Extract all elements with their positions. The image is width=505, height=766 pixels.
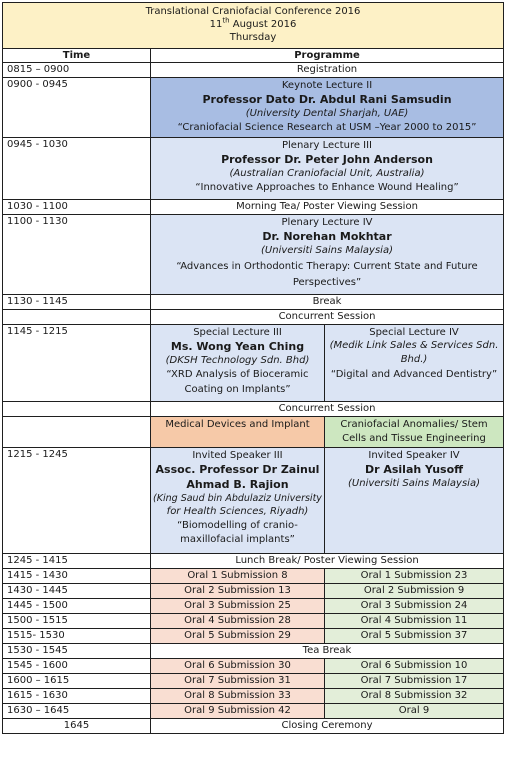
- table-row-tracks: [3, 417, 504, 448]
- table-row-concurrent-session-2: [3, 402, 504, 417]
- speaker-affiliation-line-1: (Medik Link Sales & Services Sdn.: [329, 340, 499, 351]
- time-cell: 1430 - 1445: [3, 584, 151, 599]
- table-row-oral: [3, 614, 504, 629]
- invited-speaker-3-cell: [151, 448, 325, 554]
- table-row-lunch: [3, 554, 504, 569]
- session-label: Special Lecture III: [193, 327, 282, 338]
- time-cell: 0900 - 0945: [3, 78, 151, 138]
- title-row: [3, 3, 504, 49]
- speaker-name: Dr. Norehan Mokhtar: [262, 230, 392, 243]
- time-cell: 1630 – 1645: [3, 704, 151, 719]
- oral-left-cell: Oral 6 Submission 30: [151, 659, 325, 674]
- oral-right-cell: Oral 3 Submission 24: [325, 599, 504, 614]
- speaker-name-line-2: Ahmad B. Rajion: [186, 478, 289, 491]
- speaker-affiliation: (University Dental Sharjah, UAE): [245, 108, 409, 119]
- table-row-oral: [3, 599, 504, 614]
- conference-weekday: Thursday: [229, 32, 277, 43]
- table-row-oral: [3, 674, 504, 689]
- time-cell: 0945 - 1030: [3, 138, 151, 200]
- speaker-name: Ms. Wong Yean Ching: [170, 340, 305, 353]
- column-header-time: Time: [3, 49, 151, 63]
- oral-right-cell: Oral 2 Submission 9: [325, 584, 504, 599]
- tea-break-cell: Tea Break: [151, 644, 504, 659]
- conference-title: Translational Craniofacial Conference 2016: [145, 6, 361, 17]
- header-row: [3, 49, 504, 63]
- time-cell: 1030 - 1100: [3, 200, 151, 215]
- session-label: Keynote Lecture II: [281, 80, 373, 91]
- morning-tea-cell: Morning Tea/ Poster Viewing Session: [151, 200, 504, 215]
- plenary-lecture-4-cell: [151, 215, 504, 295]
- time-cell: 1245 - 1415: [3, 554, 151, 569]
- session-label: Special Lecture IV: [369, 327, 459, 338]
- speaker-affiliation: (DKSH Technology Sdn. Bhd): [165, 355, 310, 366]
- lecture-title-line-2: Perspectives”: [292, 277, 362, 288]
- lecture-title: “Innovative Approaches to Enhance Wound Healing”: [195, 182, 459, 193]
- time-cell: 1500 - 1515: [3, 614, 151, 629]
- table-row-break: [3, 295, 504, 310]
- table-row-oral: [3, 584, 504, 599]
- lecture-title-line-2: Coating on Implants”: [184, 384, 291, 395]
- session-label: Invited Speaker IV: [368, 450, 460, 461]
- table-row-closing: [3, 719, 504, 734]
- time-cell: 1545 - 1600: [3, 659, 151, 674]
- oral-right-cell: Oral 8 Submission 32: [325, 689, 504, 704]
- conference-programme-table: [2, 2, 504, 734]
- table-row-oral: [3, 704, 504, 719]
- lecture-title-line-2: maxillofacial implants”: [180, 534, 295, 545]
- speaker-name: Professor Dato Dr. Abdul Rani Samsudin: [202, 93, 452, 106]
- speaker-affiliation-line-2: for Health Sciences, Riyadh): [166, 506, 309, 517]
- invited-speaker-4-cell: [325, 448, 504, 554]
- oral-left-cell: Oral 9 Submission 42: [151, 704, 325, 719]
- concurrent-session-label: Concurrent Session: [151, 402, 504, 417]
- break-cell: Break: [151, 295, 504, 310]
- table-row-plenary-3: [3, 138, 504, 200]
- table-row-registration: [3, 63, 504, 78]
- track-label: Medical Devices and Implant: [165, 419, 310, 430]
- track-label-line-1: Craniofacial Anomalies/ Stem: [340, 419, 488, 430]
- time-cell: 0815 – 0900: [3, 63, 151, 78]
- lecture-title: “Craniofacial Science Research at USM –Year 2000 to 2015”: [177, 122, 477, 133]
- track-medical-devices: [151, 417, 325, 448]
- oral-left-cell: Oral 3 Submission 25: [151, 599, 325, 614]
- speaker-affiliation-line-1: (King Saud bin Abdulaziz University: [153, 493, 322, 504]
- table-row-oral: [3, 689, 504, 704]
- time-cell: 1100 - 1130: [3, 215, 151, 295]
- concurrent-session-label: Concurrent Session: [151, 310, 504, 325]
- track-craniofacial-anomalies: [325, 417, 504, 448]
- oral-right-cell: Oral 5 Submission 37: [325, 629, 504, 644]
- time-cell: 1600 – 1615: [3, 674, 151, 689]
- table-row-invited-speakers: [3, 448, 504, 554]
- time-cell: 1415 - 1430: [3, 569, 151, 584]
- speaker-affiliation-line-2: Bhd.): [400, 354, 428, 365]
- oral-left-cell: Oral 5 Submission 29: [151, 629, 325, 644]
- time-cell: 1145 - 1215: [3, 325, 151, 402]
- plenary-lecture-3-cell: [151, 138, 504, 200]
- lecture-title: “Digital and Advanced Dentistry”: [330, 369, 498, 380]
- oral-right-cell: Oral 6 Submission 10: [325, 659, 504, 674]
- registration-cell: Registration: [151, 63, 504, 78]
- time-cell: 1445 - 1500: [3, 599, 151, 614]
- speaker-affiliation: (Universiti Sains Malaysia): [348, 478, 480, 489]
- lecture-title-line-1: “XRD Analysis of Bioceramic: [166, 369, 309, 380]
- special-lecture-3-cell: [151, 325, 325, 402]
- oral-right-cell: Oral 1 Submission 23: [325, 569, 504, 584]
- special-lecture-4-cell: [325, 325, 504, 402]
- column-header-programme: Programme: [151, 49, 504, 63]
- oral-right-cell: Oral 9: [325, 704, 504, 719]
- oral-left-cell: Oral 1 Submission 8: [151, 569, 325, 584]
- table-row-concurrent-session-1: [3, 310, 504, 325]
- table-row-morning-tea: [3, 200, 504, 215]
- lecture-title-line-1: “Biomodelling of cranio-: [177, 520, 298, 531]
- time-cell: 1130 - 1145: [3, 295, 151, 310]
- time-cell-empty: [3, 417, 151, 448]
- closing-ceremony-cell: Closing Ceremony: [151, 719, 504, 734]
- speaker-name: Professor Dr. Peter John Anderson: [221, 153, 433, 166]
- oral-right-cell: Oral 4 Submission 11: [325, 614, 504, 629]
- lecture-title-line-1: “Advances in Orthodontic Therapy: Current State and Future: [176, 261, 478, 272]
- time-cell: 1615 - 1630: [3, 689, 151, 704]
- table-row-special-lectures: [3, 325, 504, 402]
- oral-left-cell: Oral 4 Submission 28: [151, 614, 325, 629]
- table-row-tea-break: [3, 644, 504, 659]
- oral-right-cell: Oral 7 Submission 17: [325, 674, 504, 689]
- table-row-keynote: [3, 78, 504, 138]
- time-cell-empty: [3, 402, 151, 417]
- speaker-affiliation: (Australian Craniofacial Unit, Australia): [229, 168, 425, 179]
- time-cell: 1645: [3, 719, 151, 734]
- time-cell: 1215 - 1245: [3, 448, 151, 554]
- keynote-lecture-cell: [151, 78, 504, 138]
- conference-date: 11th August 2016: [209, 16, 297, 30]
- lunch-cell: Lunch Break/ Poster Viewing Session: [151, 554, 504, 569]
- track-label-line-2: Cells and Tissue Engineering: [342, 433, 486, 444]
- table-row-oral: [3, 659, 504, 674]
- oral-left-cell: Oral 7 Submission 31: [151, 674, 325, 689]
- session-label: Plenary Lecture III: [282, 140, 373, 151]
- table-row-oral: [3, 569, 504, 584]
- time-cell-empty: [3, 310, 151, 325]
- time-cell: 1530 - 1545: [3, 644, 151, 659]
- session-label: Plenary Lecture IV: [281, 217, 373, 228]
- table-row-oral: [3, 629, 504, 644]
- speaker-name-line-1: Assoc. Professor Dr Zainul: [155, 463, 320, 476]
- table-row-plenary-4: [3, 215, 504, 295]
- conference-title-block: [3, 3, 504, 49]
- speaker-name: Dr Asilah Yusoff: [364, 463, 464, 476]
- session-label: Invited Speaker III: [192, 450, 283, 461]
- oral-left-cell: Oral 8 Submission 33: [151, 689, 325, 704]
- time-cell: 1515- 1530: [3, 629, 151, 644]
- speaker-affiliation: (Universiti Sains Malaysia): [261, 245, 393, 256]
- oral-left-cell: Oral 2 Submission 13: [151, 584, 325, 599]
